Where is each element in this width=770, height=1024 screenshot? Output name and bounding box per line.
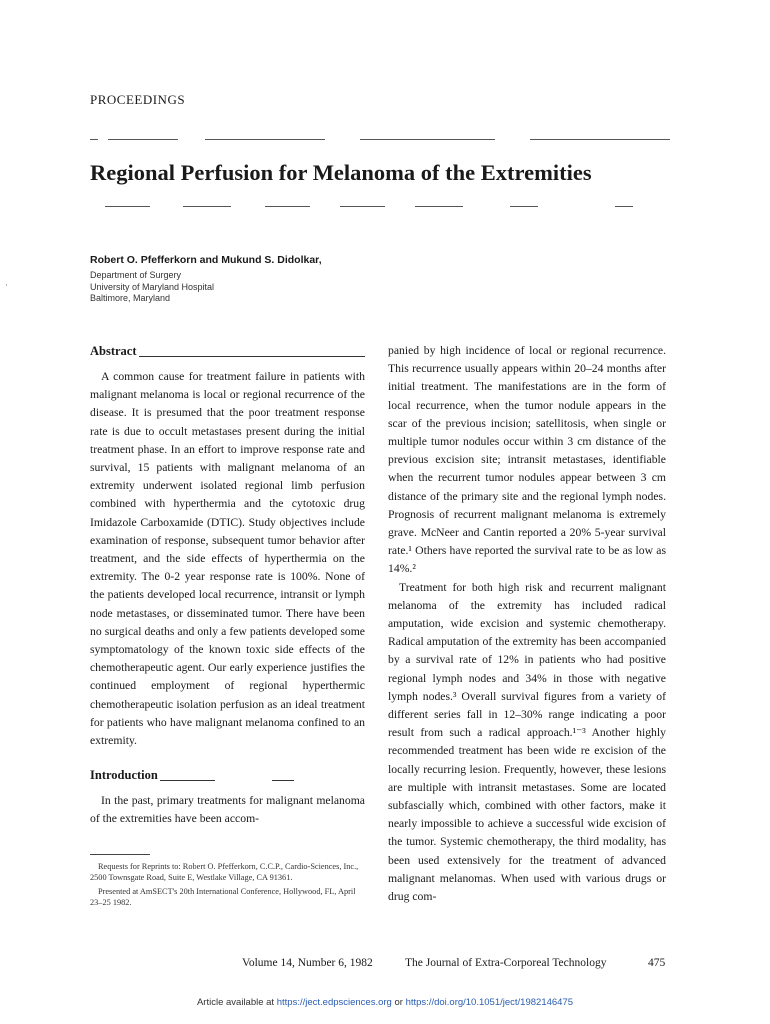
attribution-or: or — [394, 997, 403, 1008]
introduction-heading — [90, 766, 365, 784]
introduction-text: In the past, primary treatments for malignant melanoma of the extremities have been accom- — [90, 794, 365, 826]
volume-info: Volume 14, Number 6, 1982 — [242, 957, 373, 969]
footnotes — [90, 854, 365, 911]
heading-rule — [160, 780, 215, 781]
author-affiliation — [90, 270, 214, 305]
heading-rule — [272, 780, 294, 781]
author-names: Robert O. Pfefferkorn and Mukund S. Didolkar, — [90, 254, 322, 266]
doi-link[interactable]: https://doi.org/10.1051/ject/1982146475 — [405, 997, 574, 1008]
title-top-rule — [90, 139, 670, 140]
attribution-prefix: Article available at — [196, 997, 275, 1008]
body-paragraph: panied by high incidence of local or regional recurrence. This recurrence usually appears within 20–24 months after initial treatment. The manifestations are in the form of local recurrence, when the tumor nodule appears in the scar of the previous incision; satellitosis, when single or multiple tumor nodules occur within 3 cm distance of the previous excision site; intransit metastases, identifiable when the recurrent tumor nodules appear between 3 cm distance of the primary site and the regional lymph nodes. Prognosis of recurrent malignant melanoma is extremely grave. McNeer and Cantin reported a 20% 5-year survival rate.¹ Others have reported the survival rate to be as low as 14%.² — [388, 344, 666, 576]
journal-site-link[interactable]: https://ject.edpsciences.org — [276, 997, 392, 1008]
footnote-reprints: Requests for Reprints to: Robert O. Pfefferkorn, C.C.P., Cardio-Sciences, Inc., 2500 Townsgate Road, Suite E, Westlake Village, CA 91361. — [90, 862, 359, 882]
body-paragraph: Treatment for both high risk and recurrent malignant melanoma of the extremity has included radical amputation, wide excision and systemic chemotherapy. Radical amputation of the extremity has been accompanied by a survival rate of 12% in patients who had positive regional lymph nodes and 34% in those with negative lymph nodes.³ Overall survival figures from a variety of different series fall in 12–30% range indicating a poor result from such a radical approach.¹⁻³ Another highly recommended treatment has been wide re excision of the locally recurring lesion. Frequently, however, these lesions are multiple with intransit metastases. Some are located subfascially which, combined with other factors, make it nearly impossible to achieve a successful wide excision of the tumor. Systemic chemotherapy, the third modality, has been used extensively for the treatment of advanced malignant melanomas. When used with various drugs or drug com- — [388, 580, 666, 904]
article-title: Regional Perfusion for Melanoma of the Extremities — [90, 160, 592, 185]
abstract-heading-label: Abstract — [90, 343, 137, 358]
affiliation-line: Department of Surgery — [90, 270, 182, 280]
margin-mark: · — [5, 280, 8, 290]
page-number: 475 — [648, 957, 666, 969]
footnote-presented: Presented at AmSECT's 20th International Conference, Hollywood, FL, April 23–25 1982. — [90, 887, 356, 907]
left-column — [90, 342, 365, 829]
heading-rule — [139, 356, 365, 357]
running-head: PROCEEDINGS — [90, 92, 186, 107]
abstract-text: A common cause for treatment failure in patients with malignant melanoma is local or regional recurrence of the disease. It is presumed that the poor treatment response rate is due to occult metastases present during the initial treatment phase. In an effort to improve response rate and survival, 15 patients with malignant melanoma of an extremity underwent isolated regional limb perfusion combined with hyperthermia and the cytotoxic drug Imidazole Carboxamide (DTIC). Study objectives include examination of response, subsequent tumor behavior after treatment, and the side effects of hyperthermia on the extremity. The 0-2 year response rate is 100%. None of the patients developed local recurrence, intransit or lymph node metastases, or disseminated tumor. There have been no surgical deaths and only a few patients developed some symptomatology of the known toxic side effects of the chemotherapeutic agent. Our early experience justifies the continued employment of regional hyperthermic chemotherapeutic isolation perfusion as an ideal treatment for patients who have malignant melanoma confined to an extremity. — [90, 370, 365, 748]
journal-name: The Journal of Extra-Corporeal Technology — [405, 957, 607, 969]
right-column — [388, 342, 666, 906]
article-attribution — [0, 997, 770, 1008]
title-bottom-rule — [105, 206, 645, 207]
affiliation-line: University of Maryland Hospital — [90, 281, 215, 292]
introduction-heading-label: Introduction — [90, 768, 158, 783]
affiliation-line: Baltimore, Maryland — [90, 293, 171, 303]
abstract-heading — [90, 342, 365, 360]
footnote-rule — [90, 854, 150, 855]
